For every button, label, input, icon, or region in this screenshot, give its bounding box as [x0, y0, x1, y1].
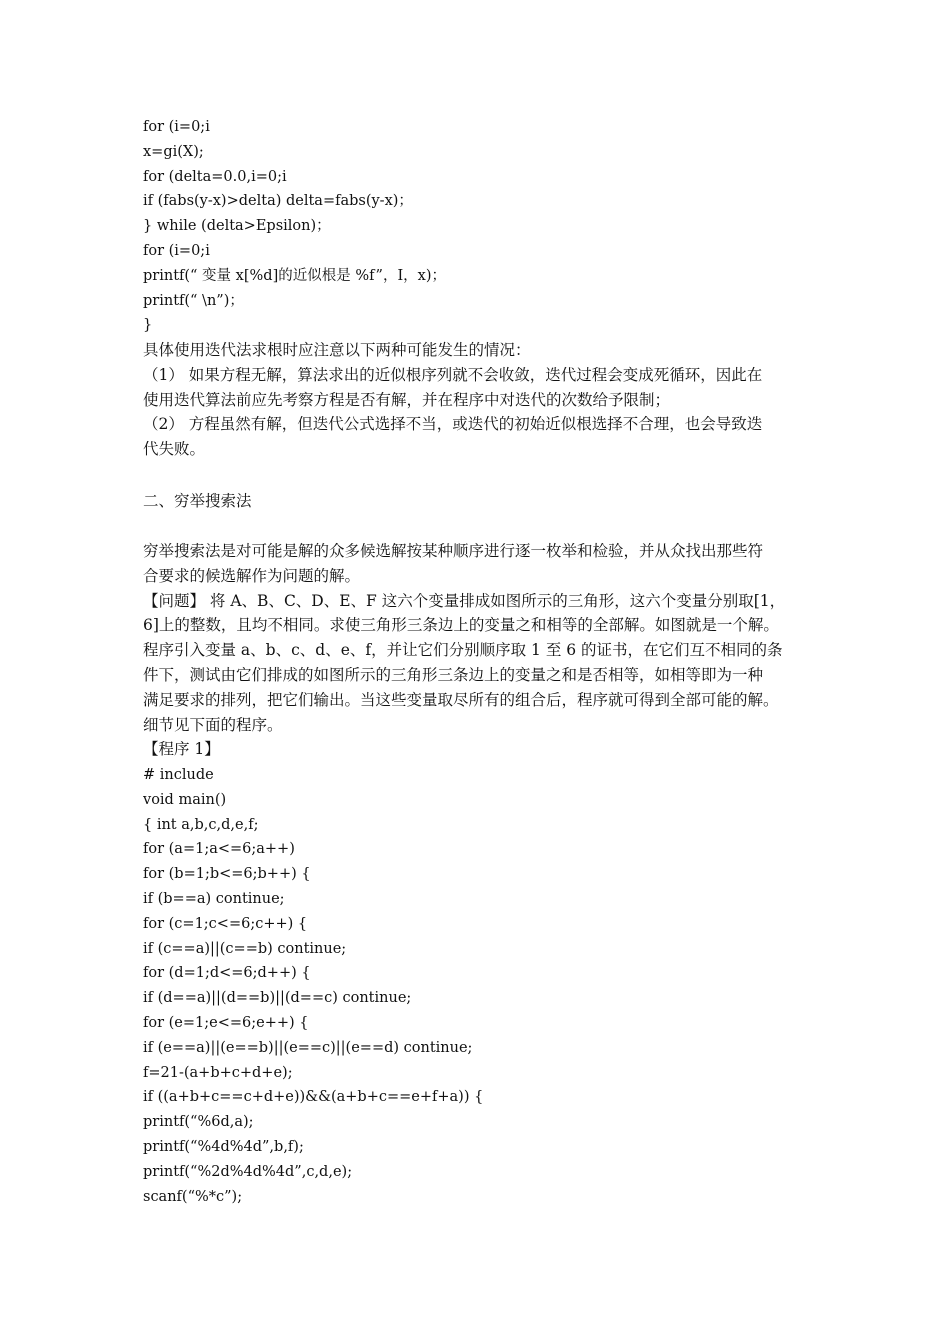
program-label: 【程序 1】: [143, 740, 220, 759]
notes-item-2-line-1: （2） 方程虽然有解，但迭代公式选择不当，或迭代的初始近似根选择不合理，也会导致迭: [143, 415, 763, 434]
section-title: 二、穷举搜索法: [143, 492, 252, 510]
code-line: for (b=1;b<=6;b++) {: [143, 866, 311, 883]
code-line: if (c==a)||(c==b) continue;: [143, 940, 347, 957]
code-line: if ((a+b+c==c+d+e))&&(a+b+c==e+f+a)) {: [143, 1089, 484, 1106]
code-listing-bottom: [143, 763, 811, 1209]
notes-item-2-line-2: 代失败。: [143, 440, 206, 459]
code-line: for (e=1;e<=6;e++) {: [143, 1014, 309, 1031]
code-listing-top: [143, 115, 811, 338]
problem-line: 细节见下面的程序。: [143, 715, 283, 734]
problem-line: 件下，测试由它们排成的如图所示的三角形三条边上的变量之和是否相等，如相等即为一种: [143, 665, 764, 684]
code-line: printf(“%6d,a);: [143, 1114, 254, 1131]
code-line: for (d=1;d<=6;d++) {: [143, 965, 311, 982]
code-line: # include: [143, 767, 214, 783]
notes-item-1-line-1: （1） 如果方程无解，算法求出的近似根序列就不会收敛，迭代过程会变成死循环，因此在: [143, 365, 763, 384]
section-intro-line-1: 穷举搜索法是对可能是解的众多候选解按某种顺序进行逐一枚举和检验，并从众找出那些符: [143, 542, 764, 560]
code-line: f=21-(a+b+c+d+e);: [143, 1064, 293, 1081]
code-line: if (d==a)||(d==b)||(d==c) continue;: [143, 990, 412, 1007]
code-line: for (i=0;i: [143, 119, 210, 135]
problem-line: 【问题】 将 A、B、C、D、E、F 这六个变量排成如图所示的三角形，这六个变量分别取[1，: [143, 591, 786, 610]
notes-item-1-line-2: 使用迭代算法前应先考察方程是否有解，并在程序中对迭代的次数给予限制；: [143, 390, 671, 409]
code-line: { int a,b,c,d,e,f;: [143, 816, 259, 833]
code-line: } while (delta>Epsilon)；: [143, 218, 331, 235]
problem-line: 6]上的整数，且均不相同。求使三角形三条边上的变量之和相等的全部解。如图就是一个解。: [143, 616, 779, 635]
code-line: for (i=0;i: [143, 242, 210, 259]
code-line: if (fabs(y-x)>delta) delta=fabs(y-x)；: [143, 193, 413, 210]
code-line: printf(“%4d%4d”,b,f);: [143, 1138, 304, 1155]
code-line: if (e==a)||(e==b)||(e==c)||(e==d) continue;: [143, 1039, 473, 1056]
code-line: printf(“ 变量 x[%d]的近似根是 %f”，I，x)；: [143, 267, 447, 284]
section-body: [143, 539, 811, 762]
iteration-notes: [143, 338, 811, 462]
problem-line: 程序引入变量 a、b、c、d、e、f，并让它们分别顺序取 1 至 6 的证书，在它们互不相同的条: [143, 641, 783, 660]
code-line: void main(): [143, 791, 227, 808]
code-line: x=gi(X);: [143, 143, 204, 160]
code-line: scanf(“%*c”);: [143, 1188, 243, 1205]
problem-line: 满足要求的排列，把它们输出。当这些变量取尽所有的组合后，程序就可得到全部可能的解。: [143, 690, 779, 709]
code-line: for (c=1;c<=6;c++) {: [143, 915, 308, 932]
section-intro-line-2: 合要求的候选解作为问题的解。: [143, 566, 361, 585]
code-line: if (b==a) continue;: [143, 890, 285, 907]
code-line: for (delta=0.0,i=0;i: [143, 168, 287, 185]
code-line: printf(“%2d%4d%4d”,c,d,e);: [143, 1163, 353, 1180]
code-line: for (a=1;a<=6;a++): [143, 841, 295, 858]
code-line: printf(“ \n”)；: [143, 292, 244, 309]
notes-intro: 具体使用迭代法求根时应注意以下两种可能发生的情况：: [143, 341, 531, 359]
code-line: }: [143, 317, 153, 334]
